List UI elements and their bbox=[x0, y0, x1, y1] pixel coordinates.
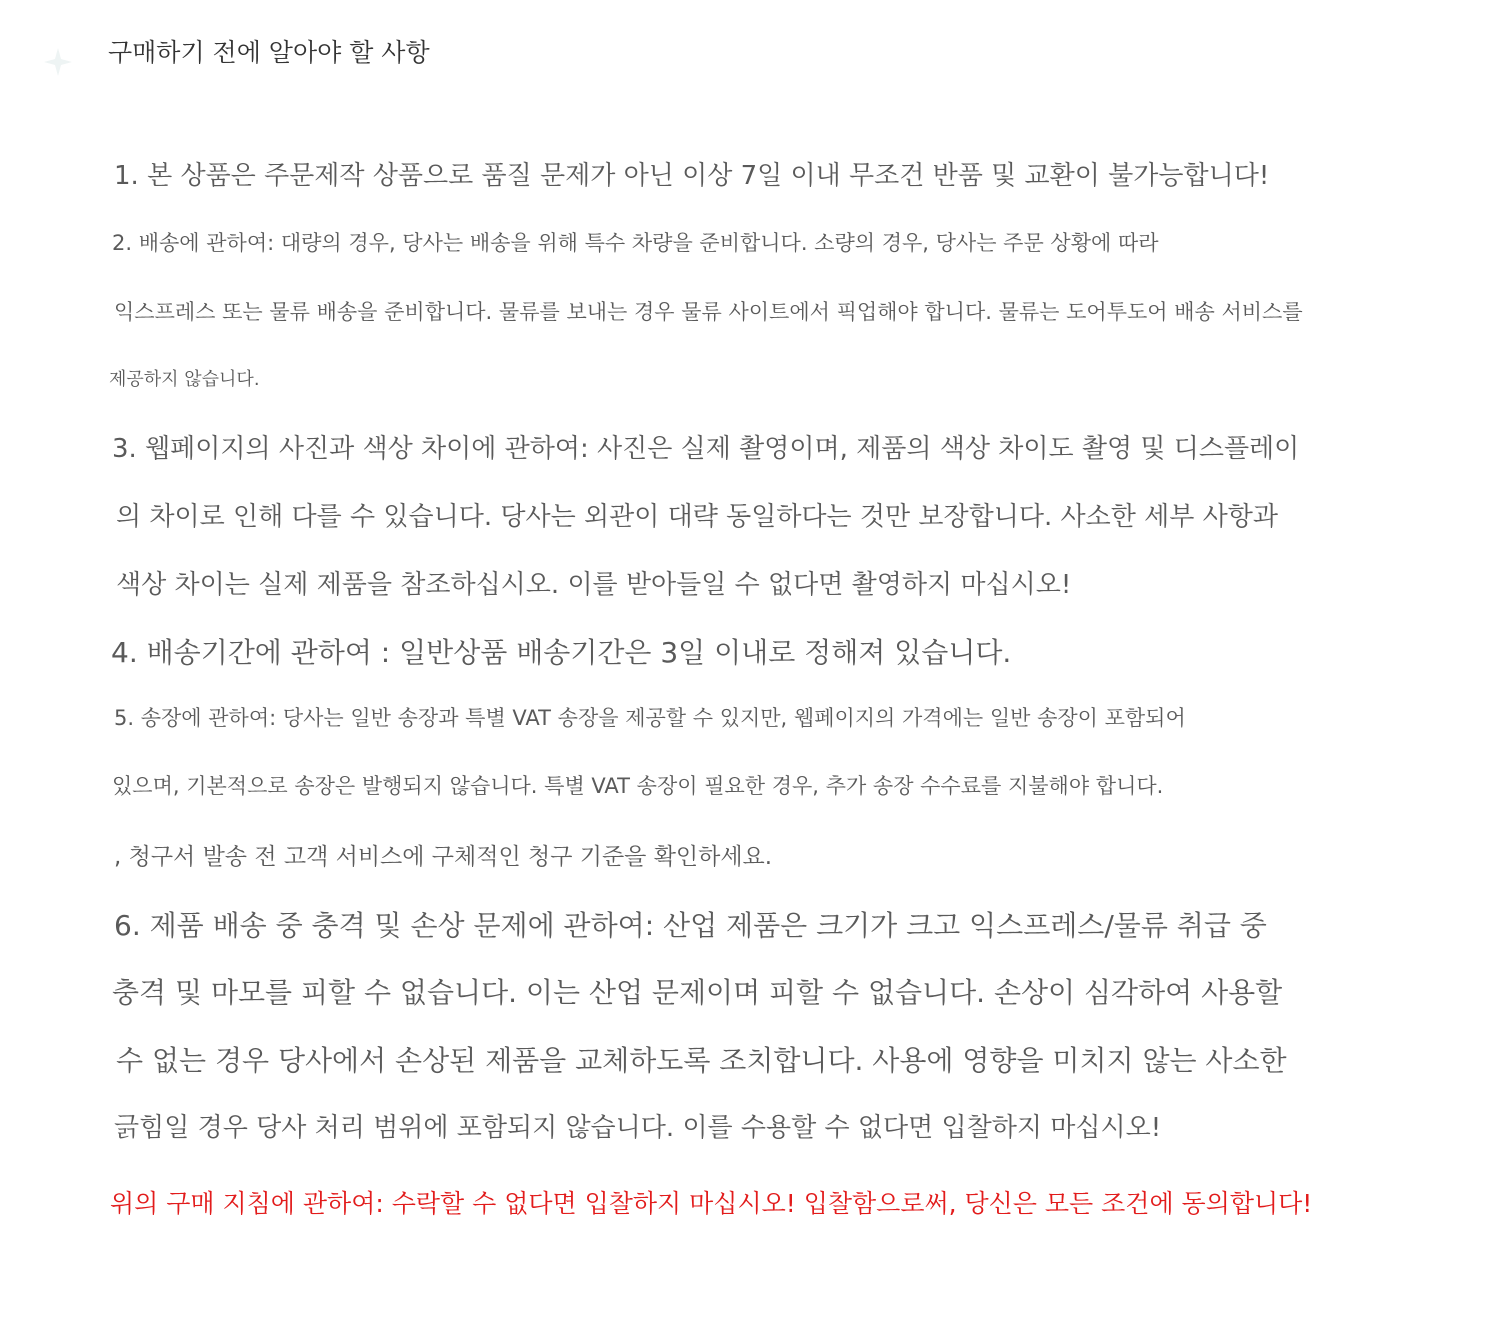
notice-line-1: 1. 본 상품은 주문제작 상품으로 품질 문제가 아닌 이상 7일 이내 무조건 반품 및 교환이 불가능합니다! bbox=[114, 161, 1270, 191]
notice-line-12: 6. 제품 배송 중 충격 및 손상 문제에 관하여: 산업 제품은 크기가 크고 익스프레스/물류 취급 중 bbox=[114, 909, 1267, 942]
notice-line-10: 있으며, 기본적으로 송장은 발행되지 않습니다. 특별 VAT 송장이 필요한 경우, 추가 송장 수수료를 지불해야 합니다. bbox=[112, 774, 1164, 798]
notice-line-8: 4. 배송기간에 관하여 : 일반상품 배송기간은 3일 이내로 정해져 있습니다. bbox=[111, 636, 1012, 669]
notice-line-2: 2. 배송에 관하여: 대량의 경우, 당사는 배송을 위해 특수 차량을 준비합니다. 소량의 경우, 당사는 주문 상황에 따라 bbox=[112, 231, 1159, 255]
notice-line-15: 긁힘일 경우 당사 처리 범위에 포함되지 않습니다. 이를 수용할 수 없다면 입찰하지 마십시오! bbox=[114, 1113, 1162, 1143]
notice-line-6: 의 차이로 인해 다를 수 있습니다. 당사는 외관이 대략 동일하다는 것만 보장합니다. 사소한 세부 사항과 bbox=[116, 502, 1278, 532]
notice-line-4: 제공하지 않습니다. bbox=[109, 369, 260, 390]
notice-line-11: , 청구서 발송 전 고객 서비스에 구체적인 청구 기준을 확인하세요. bbox=[114, 844, 773, 870]
notice-line-9: 5. 송장에 관하여: 당사는 일반 송장과 특별 VAT 송장을 제공할 수 있지만, 웹페이지의 가격에는 일반 송장이 포함되어 bbox=[114, 706, 1186, 730]
notice-line-13: 충격 및 마모를 피할 수 없습니다. 이는 산업 문제이며 피할 수 없습니다. 손상이 심각하여 사용할 bbox=[112, 976, 1283, 1009]
notice-line-7: 색상 차이는 실제 제품을 참조하십시오. 이를 받아들일 수 없다면 촬영하지 마십시오! bbox=[116, 570, 1072, 600]
notice-line-14: 수 없는 경우 당사에서 손상된 제품을 교체하도록 조치합니다. 사용에 영향을 미치지 않는 사소한 bbox=[116, 1044, 1287, 1077]
sparkle-icon bbox=[40, 44, 76, 80]
page-title: 구매하기 전에 알아야 할 사항 bbox=[108, 38, 430, 67]
warning-text: 위의 구매 지침에 관하여: 수락할 수 없다면 입찰하지 마십시오! 입찰함으로써, 당신은 모든 조건에 동의합니다! bbox=[110, 1189, 1313, 1218]
notice-line-3: 익스프레스 또는 물류 배송을 준비합니다. 물류를 보내는 경우 물류 사이트에서 픽업해야 합니다. 물류는 도어투도어 배송 서비스를 bbox=[114, 300, 1303, 324]
notice-line-5: 3. 웹페이지의 사진과 색상 차이에 관하여: 사진은 실제 촬영이며, 제품의 색상 차이도 촬영 및 디스플레이 bbox=[112, 434, 1300, 464]
